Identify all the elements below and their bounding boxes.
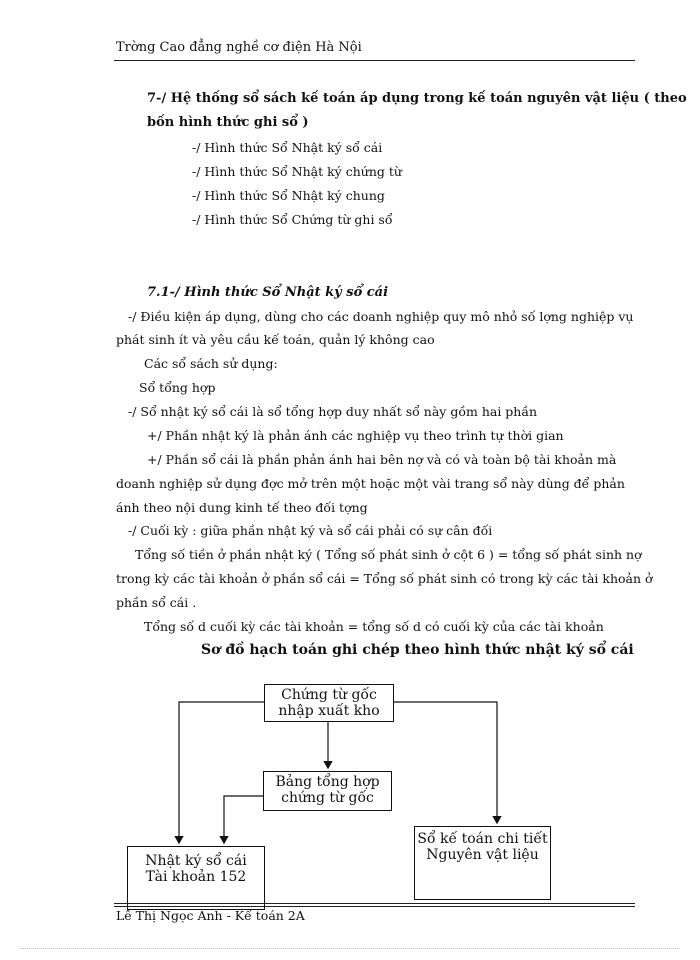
section-7-title-line1: 7-/ Hệ thống sổ sách kế toán áp dụng trong kế toán nguyên vật liệu ( theo [147, 91, 687, 106]
paragraph: +/ Phần sổ cái là phần phản ánh hai bên nợ và có và toàn bộ tài khoản mà [147, 452, 617, 467]
arrow-source-to-ledger [179, 702, 264, 843]
form-item: -/ Hình thức Sổ Nhật ký chung [192, 188, 385, 203]
box-detail-line1: Sổ kế toán chi tiết [417, 831, 548, 847]
arrow-source-to-detail [392, 702, 497, 823]
diagram-title: Sơ đồ hạch toán ghi chép theo hình thức nhật ký sổ cái [201, 642, 634, 658]
paragraph: Các sổ sách sử dụng: [144, 356, 278, 371]
page-footer: Lê Thị Ngọc Anh - Kế toán 2A [116, 908, 305, 923]
box-source-line1: Chứng từ gốc [281, 687, 377, 703]
paragraph: Sổ tổng hợp [139, 380, 216, 395]
box-ledger-line1: Nhật ký sổ cái [145, 853, 247, 869]
box-detail-line2: Nguyên vật liệu [426, 847, 539, 863]
paragraph: doanh nghiệp sử dụng đợc mở trên một hoặc một vài trang sổ này dùng để phản [116, 476, 625, 491]
footer-rule [114, 903, 635, 904]
paragraph: phần sổ cái . [116, 595, 197, 610]
box-summary-table [263, 771, 392, 811]
box-journal-ledger [127, 846, 265, 910]
box-summary-line2: chứng từ gốc [281, 790, 374, 806]
box-ledger-line2: Tài khoản 152 [145, 869, 247, 885]
form-item: -/ Hình thức Sổ Chứng từ ghi sổ [192, 212, 393, 227]
section-7-title-line2: bốn hình thức ghi sổ ) [147, 115, 309, 130]
box-detail-ledger [414, 826, 551, 900]
arrow-summary-to-ledger [224, 796, 263, 843]
box-source-documents [264, 684, 394, 722]
paragraph: Tổng số tiền ở phần nhật ký ( Tổng số phát sinh ở cột 6 ) = tổng số phát sinh nợ [135, 547, 642, 562]
paragraph: -/ Điều kiện áp dụng, dùng cho các doanh nghiệp quy mô nhỏ số lợng nghiệp vụ [128, 309, 634, 324]
footer-rule-double [114, 906, 635, 907]
paragraph: ánh theo nội dung kinh tế theo đối tợng [116, 500, 368, 515]
section-71-title: 7.1-/ Hình thức Sổ Nhật ký sổ cái [147, 285, 389, 300]
form-item: -/ Hình thức Sổ Nhật ký chứng từ [192, 164, 402, 179]
paragraph: -/ Cuối kỳ : giữa phần nhật ký và sổ cái phải có sự cân đối [128, 523, 493, 538]
paragraph: phát sinh ít và yêu cầu kế toán, quản lý không cao [116, 332, 435, 347]
paragraph: +/ Phần nhật ký là phản ánh các nghiệp vụ theo trình tự thời gian [147, 428, 564, 443]
page-header: Trờng Cao đẳng nghề cơ điện Hà Nội [116, 40, 362, 55]
box-summary-line1: Bảng tổng hợp [275, 774, 380, 790]
paragraph: trong kỳ các tài khoản ở phần sổ cái = Tổng số phát sinh có trong kỳ các tài khoản ở [116, 571, 653, 586]
paragraph: Tổng số d cuối kỳ các tài khoản = tổng số d có cuối kỳ của các tài khoản [144, 619, 604, 634]
box-source-line2: nhập xuất kho [278, 703, 380, 719]
paragraph: -/ Sổ nhật ký sổ cái là sổ tổng hợp duy nhất sổ này gồm hai phần [128, 404, 538, 419]
form-item: -/ Hình thức Sổ Nhật ký sổ cái [192, 140, 383, 155]
page-break-rule [20, 948, 680, 949]
